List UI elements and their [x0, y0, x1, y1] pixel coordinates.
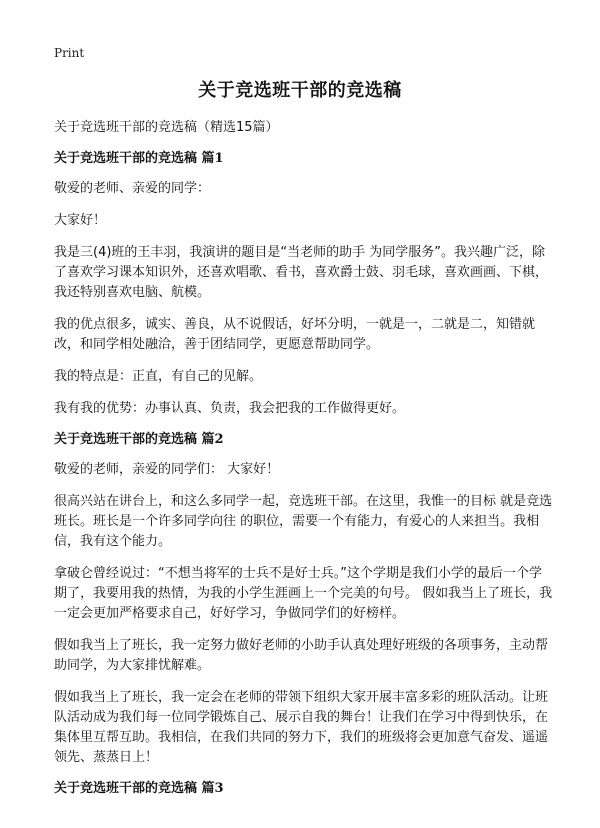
page-title: 关于竞选班干部的竞选稿	[198, 80, 402, 101]
paragraph: 拿破仑曾经说过：“不想当将军的士兵不是好士兵。”这个学期是我们小学的最后一个学期了，我要用我的热情，为我的小学生涯画上一个完美的句号。 假如我当上了班长，我一定会更加严格要求自己，好好学习，争做同学们的好榜样。	[54, 566, 553, 621]
section-heading: 关于竞选班干部的竞选稿 篇2	[54, 432, 224, 447]
document-subtitle: 关于竞选班干部的竞选稿（精选15篇）	[54, 120, 279, 135]
paragraph: 我是三(4)班的王丰羽，我演讲的题目是“当老师的助手 为同学服务”。我兴趣广泛，除了喜欢学习课本知识外，还喜欢唱歌、看书，喜欢爵士鼓、羽毛球，喜欢画画、下棋，我还特别喜欢电脑、航模。	[54, 245, 549, 300]
print-link[interactable]: Print	[54, 46, 85, 60]
section-3	[54, 780, 554, 798]
section-2	[54, 431, 554, 768]
paragraph: 大家好！	[54, 213, 107, 228]
paragraph: 假如我当上了班长，我一定努力做好老师的小助手认真处理好班级的各项事务，主动帮助同学，为大家排忧解难。	[54, 638, 549, 673]
paragraph: 我的特点是：正直，有自己的见解。	[54, 369, 263, 384]
section-1	[54, 150, 554, 419]
section-heading: 关于竞选班干部的竞选稿 篇3	[54, 781, 224, 796]
paragraph: 我的优点很多，诚实、善良，从不说假话，好坏分明，一就是一，二就是二，知错就改，和同学相处融洽，善于团结同学，更愿意帮助同学。	[54, 317, 536, 352]
paragraph: 假如我当上了班长，我一定会在老师的带领下组织大家开展丰富多彩的班队活动。让班队活动成为我们每一位同学锻炼自己、展示自我的舞台！让我们在学习中得到快乐，在集体里互帮互助。我相信，在我们共同的努力下，我们的班级将会更加意气奋发、遥遥领先、蒸蒸日上！	[54, 690, 549, 765]
paragraph: 敬爱的老师，亲爱的同学们： 大家好！	[54, 462, 280, 477]
paragraph: 很高兴站在讲台上，和这么多同学一起，竞选班干部。在这里，我惟一的目标 就是竞选班长。班长是一个许多同学向往 的职位，需要一个有能力，有爱心的人来担当。我相信，我有这个能力。	[54, 494, 553, 549]
document-body	[54, 118, 554, 809]
paragraph: 敬爱的老师、亲爱的同学：	[54, 181, 211, 196]
section-heading: 关于竞选班干部的竞选稿 篇1	[54, 151, 224, 166]
paragraph: 我有我的优势：办事认真、负责，我会把我的工作做得更好。	[54, 401, 406, 416]
